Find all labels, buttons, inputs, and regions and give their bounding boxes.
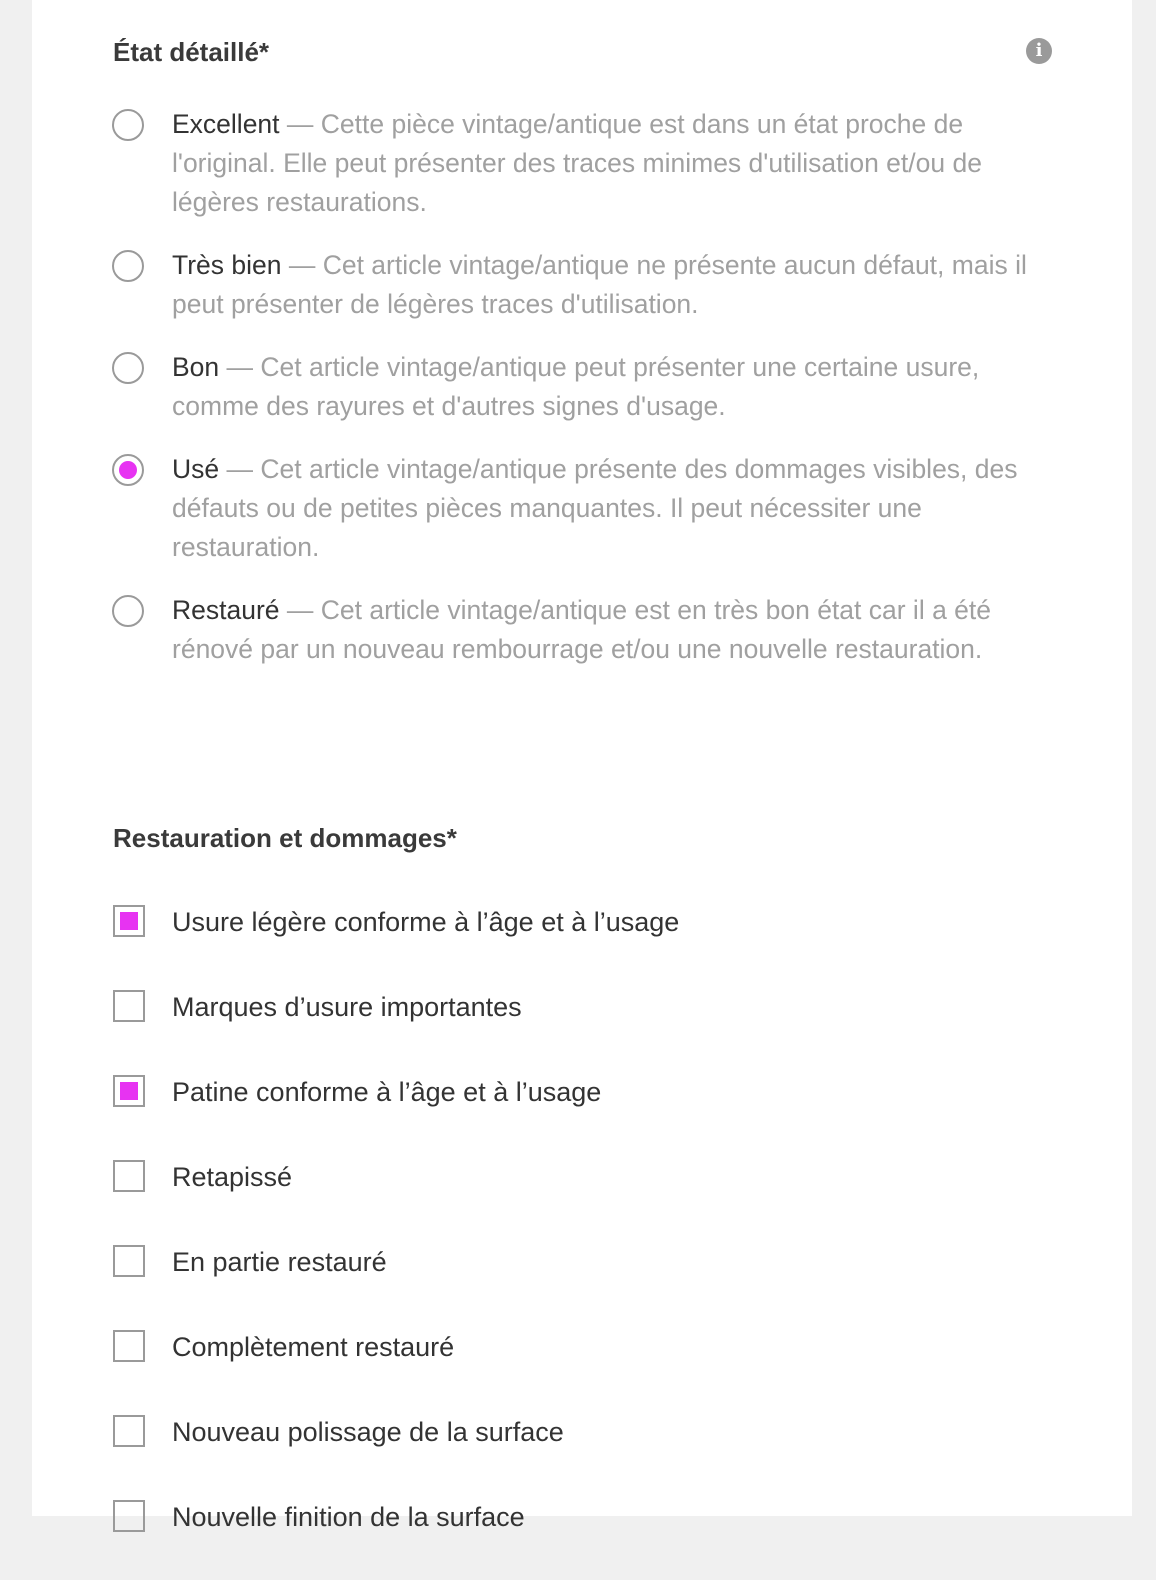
checkbox[interactable] (113, 905, 145, 937)
option-label: Patine conforme à l’âge et à l’usage (172, 1077, 602, 1107)
damage-option-1[interactable] (113, 985, 679, 1070)
damages-heading: Restauration et dommages* (113, 823, 457, 853)
radio-button[interactable] (112, 109, 144, 141)
option-label: Restauré (172, 595, 280, 625)
option-description: — Cet article vintage/antique peut présenter une certaine usure, comme des rayures et d'autres signes d'usage. (172, 352, 980, 421)
condition-option-3[interactable] (113, 450, 1073, 567)
damage-option-2[interactable] (113, 1070, 679, 1155)
option-description: — Cet article vintage/antique est en très bon état car il a été rénové par un nouveau rembourrage et/ou une nouvelle restauration. (172, 595, 992, 664)
radio-button[interactable] (112, 454, 144, 486)
option-description: — Cet article vintage/antique présente des dommages visibles, des défauts ou de petites pièces manquantes. Il peut nécessiter une restauration. (172, 454, 1018, 562)
option-label: Bon (172, 352, 220, 382)
info-icon[interactable]: i (1026, 38, 1052, 64)
checkbox[interactable] (113, 1330, 145, 1362)
checkbox[interactable] (113, 1160, 145, 1192)
damage-option-3[interactable] (113, 1155, 679, 1240)
condition-radio-group (113, 105, 1073, 693)
checkbox[interactable] (113, 1500, 145, 1532)
option-label: Usé (172, 454, 220, 484)
radio-button[interactable] (112, 250, 144, 282)
damage-option-4[interactable] (113, 1240, 679, 1325)
option-description: — Cet article vintage/antique ne présente aucun défaut, mais il peut présenter de légères traces d'utilisation. (172, 250, 1027, 319)
damages-checkbox-group (113, 900, 679, 1580)
option-label: Retapissé (172, 1162, 293, 1192)
condition-option-1[interactable] (113, 246, 1073, 324)
option-label: Complètement restauré (172, 1332, 455, 1362)
damage-option-0[interactable] (113, 900, 679, 985)
checkbox[interactable] (113, 1075, 145, 1107)
condition-option-4[interactable] (113, 591, 1073, 669)
damage-option-7[interactable] (113, 1495, 679, 1580)
form-panel (32, 0, 1132, 1532)
option-label: Usure légère conforme à l’âge et à l’usage (172, 907, 680, 937)
checkbox[interactable] (113, 990, 145, 1022)
option-label: En partie restauré (172, 1247, 387, 1277)
condition-option-0[interactable] (113, 105, 1073, 222)
damage-option-6[interactable] (113, 1410, 679, 1495)
radio-button[interactable] (112, 595, 144, 627)
damage-option-5[interactable] (113, 1325, 679, 1410)
option-label: Excellent (172, 109, 280, 139)
option-description: — Cette pièce vintage/antique est dans un état proche de l'original. Elle peut présenter des traces minimes d'utilisation et/ou de légères restaurations. (172, 109, 982, 217)
checkbox[interactable] (113, 1415, 145, 1447)
condition-option-2[interactable] (113, 348, 1073, 426)
option-label: Très bien (172, 250, 282, 280)
radio-button[interactable] (112, 352, 144, 384)
option-label: Nouvelle finition de la surface (172, 1502, 525, 1532)
condition-heading: État détaillé* (113, 37, 270, 67)
option-label: Nouveau polissage de la surface (172, 1417, 564, 1447)
option-label: Marques d’usure importantes (172, 992, 522, 1022)
checkbox[interactable] (113, 1245, 145, 1277)
